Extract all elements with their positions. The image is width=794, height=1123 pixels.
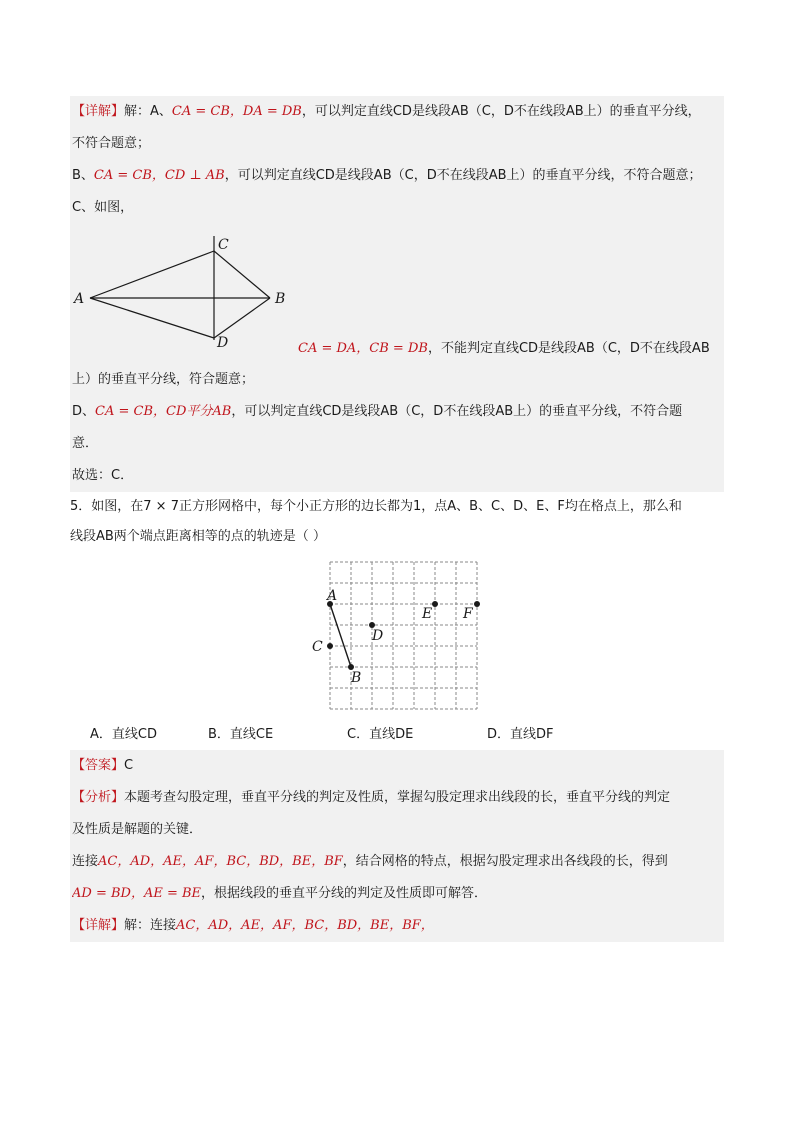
choose-line <box>72 460 722 492</box>
answer-line <box>72 750 722 782</box>
answer-options <box>70 720 724 750</box>
option-c[interactable] <box>347 720 413 750</box>
page-content <box>70 96 724 942</box>
question-stem-line2: 线段AB两个端点距离相等的点的轨迹是（ ） <box>70 529 326 544</box>
option-d-condition: CA = CB，CD平分AB <box>95 404 232 419</box>
grid-label-f: F <box>463 606 473 622</box>
detail-line <box>72 910 722 942</box>
option-a-text: 直线CD <box>111 727 157 742</box>
option-a-letter: A． <box>90 727 112 742</box>
detail-list: AC，AD，AE，AF，BC，BD，BE，BF， <box>176 918 434 933</box>
grid-label-a: A <box>327 588 338 604</box>
option-c-text: ，不能判定直线CD是线段AB（C，D不在线段AB <box>427 341 710 356</box>
kite-diagram <box>72 228 302 348</box>
answer-tag: 【答案】 <box>72 758 125 773</box>
segment-ac <box>90 251 214 298</box>
detail-tag: 【详解】 <box>72 104 125 119</box>
segment-ad <box>90 298 214 338</box>
option-a-prefix: 解：A、 <box>124 104 172 119</box>
point-f <box>474 601 480 607</box>
question-stem-line1: 5．如图，在7 × 7正方形网格中，每个小正方形的边长都为1，点A、B、C、D、E、F均在格点上，那么和 <box>70 499 682 514</box>
option-a[interactable] <box>90 720 157 750</box>
label-a: A <box>74 291 85 307</box>
option-a-condition: CA = CB，DA = DB <box>171 104 302 119</box>
point-c <box>327 643 333 649</box>
detail-tag-2: 【详解】 <box>72 918 125 933</box>
segment-db <box>214 298 270 338</box>
label-c: C <box>218 237 229 253</box>
grid-segment-ab <box>330 604 351 667</box>
option-b-letter: B． <box>208 727 230 742</box>
grid-label-b: B <box>351 670 362 686</box>
detail-line-d2 <box>72 428 722 460</box>
segment-cb <box>214 251 270 298</box>
option-b[interactable] <box>208 720 273 750</box>
connect-line <box>72 846 722 878</box>
equality-text: ，根据线段的垂直平分线的判定及性质即可解答． <box>201 886 488 901</box>
detail-line-a2 <box>72 128 722 160</box>
equality: AD = BD，AE = BE <box>72 886 202 901</box>
option-d-letter: D． <box>487 727 511 742</box>
option-a-text-cont: 不符合题意； <box>72 136 151 151</box>
connect-list: AC，AD，AE，AF，BC，BD，BE，BF <box>98 854 343 869</box>
grid-lines <box>330 562 477 709</box>
connect-prefix: 连接 <box>72 854 99 869</box>
grid-label-e: E <box>422 606 433 622</box>
option-c-condition: CA = DA，CB = DB <box>298 341 428 356</box>
label-b: B <box>275 291 286 307</box>
option-d-text: 直线DF <box>510 727 554 742</box>
option-b-text: 直线CE <box>229 727 274 742</box>
grid-label-c: C <box>312 639 323 655</box>
option-a-text: ，可以判定直线CD是线段AB（C，D不在线段AB上）的垂直平分线， <box>301 104 701 119</box>
solution-block <box>70 96 724 492</box>
point-e <box>432 601 438 607</box>
option-d-text-cont: 意． <box>72 436 99 451</box>
detail-prefix: 解：连接 <box>124 918 177 933</box>
question-5 <box>70 492 724 750</box>
connect-text: ，结合网格的特点，根据勾股定理求出各线段的长，得到 <box>342 854 668 869</box>
option-c-text-cont: 上）的垂直平分线，符合题意； <box>72 372 255 387</box>
equality-line <box>72 878 722 910</box>
analysis-text-cont: 及性质是解题的关键． <box>72 822 203 837</box>
kite-figure-area <box>72 224 722 356</box>
detail-line-d <box>72 396 722 428</box>
grid-figure-area <box>70 552 724 720</box>
option-b-text: ，可以判定直线CD是线段AB（C，D不在线段AB上）的垂直平分线，不符合题意； <box>224 168 702 183</box>
detail-line-c <box>72 192 722 224</box>
answer-block <box>70 750 724 942</box>
option-c-letter: C． <box>347 727 370 742</box>
option-c-prefix: C、如图， <box>72 200 134 215</box>
option-b-prefix: B、 <box>72 168 94 183</box>
detail-line-c2 <box>72 364 722 396</box>
choose-answer: 故选：C． <box>72 468 134 483</box>
option-c-statement <box>298 333 710 365</box>
option-d-prefix: D、 <box>72 404 96 419</box>
grid-label-d: D <box>372 628 384 644</box>
analysis-text: 本题考查勾股定理，垂直平分线的判定及性质，掌握勾股定理求出线段的长，垂直平分线的判定 <box>124 790 671 805</box>
option-d[interactable] <box>487 720 554 750</box>
detail-line-a <box>72 96 722 128</box>
option-b-condition: CA = CB，CD ⊥ AB <box>93 168 225 183</box>
answer-value: C <box>124 758 134 773</box>
grid-diagram <box>306 556 486 716</box>
analysis-line2 <box>72 814 722 846</box>
option-d-text: ，可以判定直线CD是线段AB（C，D不在线段AB上）的垂直平分线，不符合题 <box>231 404 683 419</box>
detail-line-b <box>72 160 722 192</box>
analysis-line1 <box>72 782 722 814</box>
label-d: D <box>217 335 229 348</box>
option-c-text: 直线DE <box>369 727 414 742</box>
analysis-tag: 【分析】 <box>72 790 125 805</box>
